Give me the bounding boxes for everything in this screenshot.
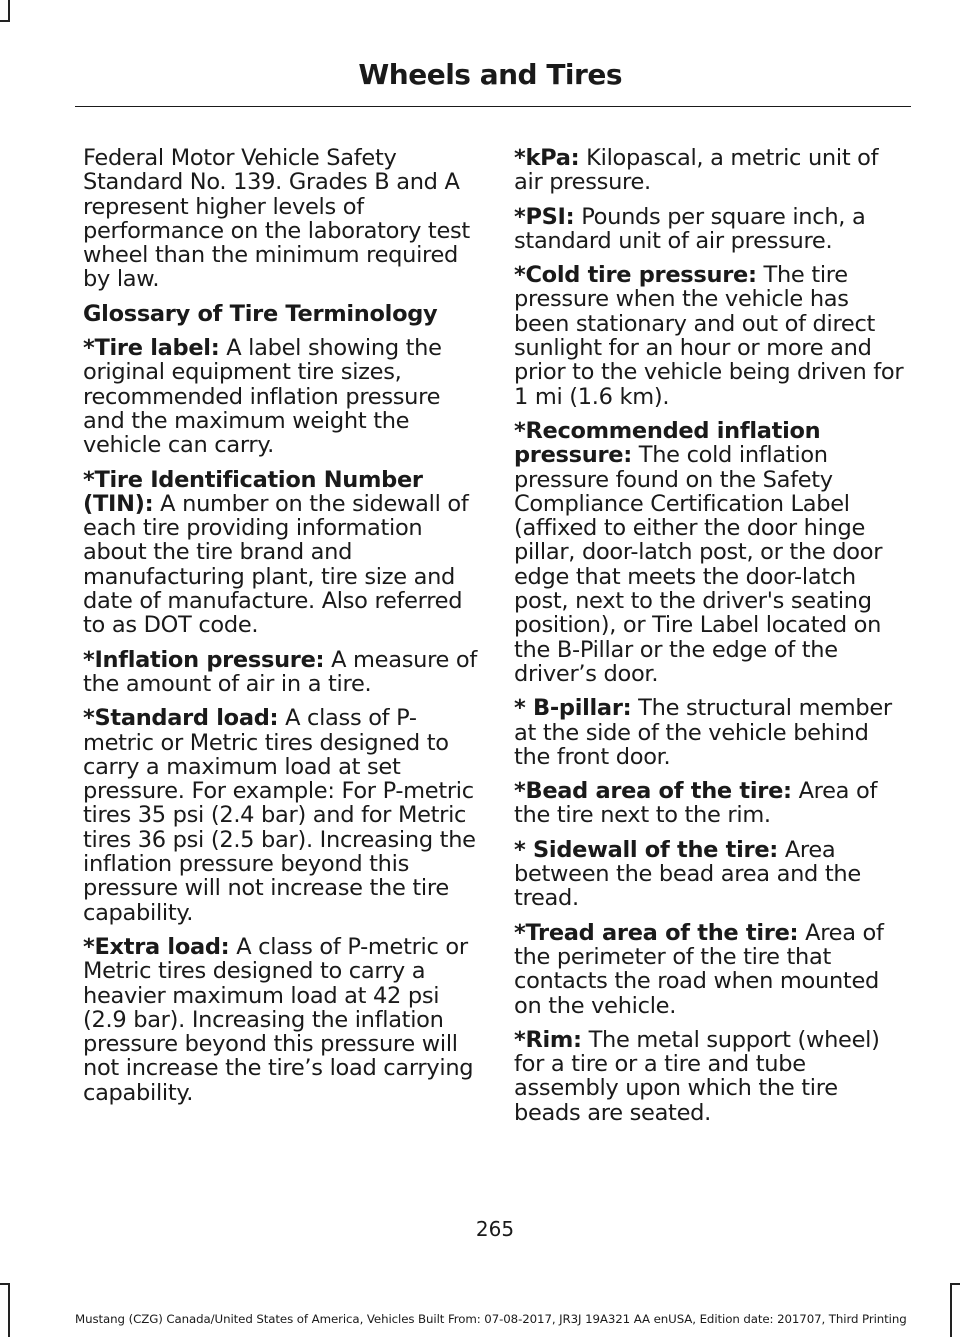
glossary-entry-kpa <box>514 146 909 195</box>
left-column <box>83 146 478 1115</box>
glossary-term: *kPa: <box>514 145 580 171</box>
glossary-entry-recommended-inflation-pressure <box>514 419 909 686</box>
glossary-term: *Tire Identification Number (TIN): <box>83 466 423 517</box>
glossary-definition: Area of the perimeter of the tire that contacts the road when mounted on the vehicle. <box>514 919 884 1019</box>
crop-mark-bottom-right-horizontal <box>950 1283 960 1285</box>
glossary-entry-tire-label <box>83 336 478 457</box>
glossary-term: *Tire label: <box>83 335 220 362</box>
glossary-definition: The tire pressure when the vehicle has been stationary and out of direct sunlight for an hour or more and prior to the vehicle being driven for 1 mi (1.6 km). <box>514 262 904 410</box>
glossary-term: *Tread area of the tire: <box>514 919 799 946</box>
glossary-definition: Area between the bead area and the tread. <box>514 836 861 912</box>
glossary-definition: Area of the tire next to the rim. <box>514 778 878 829</box>
glossary-entry-psi <box>514 205 909 254</box>
glossary-entry-sidewall <box>514 838 909 911</box>
section-heading: Glossary of Tire Terminology <box>83 300 438 327</box>
right-column <box>514 146 909 1135</box>
glossary-definition: Kilopascal, a metric unit of air pressure. <box>514 145 879 196</box>
page-title: Wheels and Tires <box>358 58 622 91</box>
glossary-definition: Pounds per square inch, a standard unit of air pressure. <box>514 203 866 254</box>
glossary-term: *Bead area of the tire: <box>514 778 792 805</box>
crop-mark-top-left-horizontal <box>0 20 10 22</box>
glossary-definition: A number on the sidewall of each tire providing information about the tire brand and manufacturing plant, tire size and date of manufacture. Also referred to as DOT code. <box>83 490 469 639</box>
crop-mark-bottom-right-vertical <box>950 1283 952 1337</box>
glossary-definition: A class of P-metric or Metric tires designed to carry a heavier maximum load at 42 psi (2.9 bar). Increasing the inflation pressure beyond this pressure will not increase the tire’s load carrying capability. <box>83 933 474 1106</box>
glossary-entry-standard-load <box>83 706 478 925</box>
glossary-entry-rim <box>514 1028 909 1125</box>
intro-paragraph: Federal Motor Vehicle Safety Standard No. 139. Grades B and A represent higher levels of performance on the laboratory test wheel than the minimum required by law. <box>83 145 470 293</box>
glossary-term: * B-pillar: <box>514 695 632 722</box>
glossary-term: * Sidewall of the tire: <box>514 836 778 863</box>
glossary-entry-inflation-pressure <box>83 648 478 697</box>
crop-mark-top-left-vertical <box>8 0 10 22</box>
glossary-term: *PSI: <box>514 203 575 230</box>
glossary-term: *Recommended inflation pressure: <box>514 417 821 469</box>
glossary-definition: The structural member at the side of the vehicle behind the front door. <box>514 695 892 770</box>
footer-edition-info: Mustang (CZG) Canada/United States of America, Vehicles Built From: 07-08-2017, JR3J 19A321 AA enUSA, Edition date: 201707, Third Printing <box>75 1312 907 1326</box>
glossary-term: *Cold tire pressure: <box>514 262 757 289</box>
glossary-entry-extra-load <box>83 935 478 1105</box>
glossary-entry-bead-area <box>514 779 909 828</box>
crop-mark-bottom-left-horizontal <box>0 1283 10 1285</box>
glossary-definition: A measure of the amount of air in a tire. <box>83 646 478 697</box>
glossary-definition: A class of P-metric or Metric tires designed to carry a maximum load at set pressure. For example: For P-metric tires 35 psi (2.4 bar) and for Metric tires 36 psi (2.5 bar). Increasing the inflation pressure beyond this pressure will not increase the tire capability. <box>83 705 476 926</box>
glossary-definition: The cold inflation pressure found on the Safety Compliance Certification Label (affixed to either the door hinge pillar, door-latch post, or the door edge that meets the door-latch post, next to the driver's seating position), or Tire Label located on the B-Pillar or the edge of the driver’s door. <box>514 442 883 687</box>
header-divider <box>75 106 911 107</box>
glossary-definition: A label showing the original equipment tire sizes, recommended inflation pressure and the maximum weight the vehicle can carry. <box>83 335 442 459</box>
glossary-term: *Standard load: <box>83 705 279 732</box>
glossary-term: *Inflation pressure: <box>83 646 325 673</box>
crop-mark-bottom-left-vertical <box>8 1283 10 1337</box>
glossary-definition: The metal support (wheel) for a tire or a tire and tube assembly upon which the tire beads are seated. <box>514 1026 880 1126</box>
glossary-entry-tread-area <box>514 921 909 1018</box>
glossary-entry-b-pillar <box>514 696 909 769</box>
page-number: 265 <box>475 1217 515 1241</box>
glossary-term: *Extra load: <box>83 933 230 960</box>
glossary-entry-cold-tire-pressure <box>514 263 909 409</box>
glossary-entry-tin <box>83 468 478 638</box>
glossary-term: *Rim: <box>514 1026 582 1053</box>
